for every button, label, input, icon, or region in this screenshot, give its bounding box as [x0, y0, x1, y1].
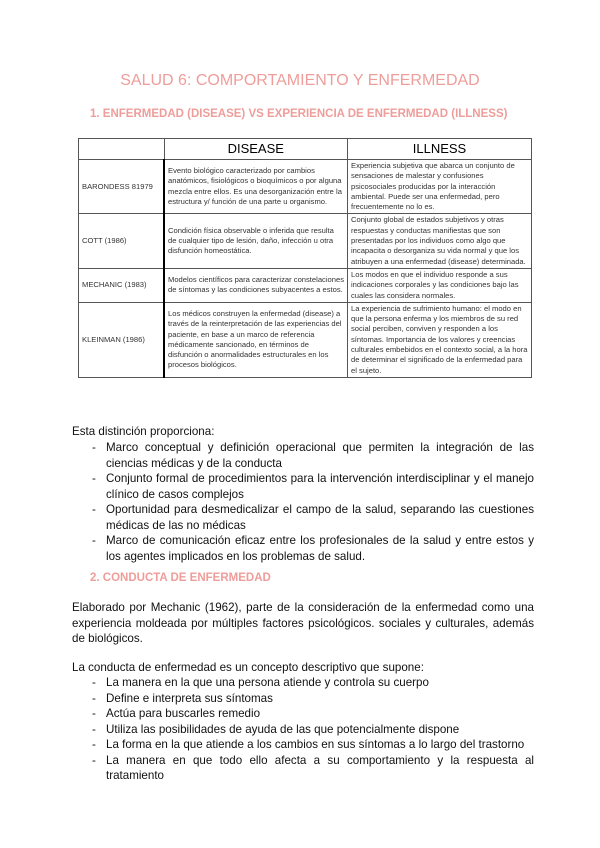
paragraph: La conducta de enfermedad es un concepto descriptivo que supone:: [72, 661, 424, 674]
list-item: - Conjunto formal de procedimientos para la intervención interdisciplinar y el manejo clínico de casos complejos: [72, 471, 534, 502]
header-illness: ILLNESS: [348, 139, 532, 160]
disease-cell: Los médicos construyen la enfermedad (disease) a través de la reinterpretación de las experiencias del paciente, en base a un marco de referencia médicamente sancionado, en términos de disfunción o anormalidades estructurales en los procesos biológicos.: [164, 302, 348, 377]
list-item: - Marco de comunicación eficaz entre los profesionales de la salud y entre estos y los agentes implicados en los problemas de salud.: [72, 533, 534, 564]
list-item: - Marco conceptual y definición operacional que permiten la integración de las ciencias médicas y de la conducta: [72, 440, 534, 471]
bullet-list-2: [72, 675, 534, 784]
section-heading-2: 2. CONDUCTA DE ENFERMEDAD: [90, 572, 271, 584]
illness-cell: Conjunto global de estados subjetivos y otras respuestas y conductas manifiestas que son presentadas por los individuos como algo que incapacita o desorganiza su vida normal y que los atribuyen a una enfermedad (disease) determinada.: [348, 214, 532, 268]
illness-cell: Los modos en que el individuo responde a sus indicaciones corporales y las condiciones bajo las cuales las considera normales.: [348, 268, 532, 302]
author-cell: COTT (1986): [79, 214, 165, 268]
table-header-row: [79, 139, 532, 160]
table-row: [79, 268, 532, 302]
section-heading-1: 1. ENFERMEDAD (DISEASE) VS EXPERIENCIA DE ENFERMEDAD (ILLNESS): [90, 108, 508, 120]
list-item: - Utiliza las posibilidades de ayuda de las que potencialmente dispone: [72, 722, 534, 738]
page-title: SALUD 6: COMPORTAMIENTO Y ENFERMEDAD: [120, 72, 480, 89]
author-cell: BARONDESS 81979: [79, 160, 165, 214]
list-item: - La manera en la que una persona atiende y controla su cuerpo: [72, 675, 534, 691]
paragraph: Elaborado por Mechanic (1962), parte de la consideración de la enfermedad como una experiencia moldeada por múltiples factores psicológicos. sociales y culturales, además de biológicos.: [72, 601, 534, 645]
list-item: - La manera en que todo ello afecta a su comportamiento y la respuesta al tratamiento: [72, 753, 534, 784]
list-item: - Actúa para buscarles remedio: [72, 706, 534, 722]
disease-cell: Modelos científicos para caracterizar constelaciones de síntomas y las condiciones subyacentes a estos.: [164, 268, 348, 302]
table-row: [79, 160, 532, 214]
header-disease: DISEASE: [164, 139, 348, 160]
list-item: - Oportunidad para desmedicalizar el campo de la salud, separando las cuestiones médicas de las no médicas: [72, 502, 534, 533]
header-cell: [79, 139, 165, 160]
illness-cell: Experiencia subjetiva que abarca un conjunto de sensaciones de malestar y confusiones psicosociales producidas por la interacción ambiental. Puede ser una enfermedad, pero frecuentemente no lo es.: [348, 160, 532, 214]
illness-cell: La experiencia de sufrimiento humano: el modo en que la persona enferma y los miembros de su red social perciben, conviven y responden a los síntomas. Importancia de los valores y creencias culturales embebidos en el contexto social, a la hora de determinar el significado de la enfermedad para el sujeto.: [348, 302, 532, 377]
intro-text: Esta distinción proporciona:: [72, 425, 215, 438]
author-cell: KLEINMAN (1986): [79, 302, 165, 377]
disease-cell: Evento biológico caracterizado por cambios anatómicos, fisiológicos o bioquímicos o por alguna mezcla entre ellos. Es una desorganización entre la estructura y/ función de una parte u organismo.: [164, 160, 348, 214]
list-item: - La forma en la que atiende a los cambios en sus síntomas a lo largo del trastorno: [72, 737, 534, 753]
table-row: [79, 214, 532, 268]
disease-cell: Condición física observable o inferida que resulta de cualquier tipo de lesión, daño, infección u otra disfunción homeostática.: [164, 214, 348, 268]
bullet-list-1: [72, 440, 534, 564]
disease-illness-table: [78, 138, 532, 378]
author-cell: MECHANIC (1983): [79, 268, 165, 302]
list-item: - Define e interpreta sus síntomas: [72, 691, 534, 707]
table-row: [79, 302, 532, 377]
